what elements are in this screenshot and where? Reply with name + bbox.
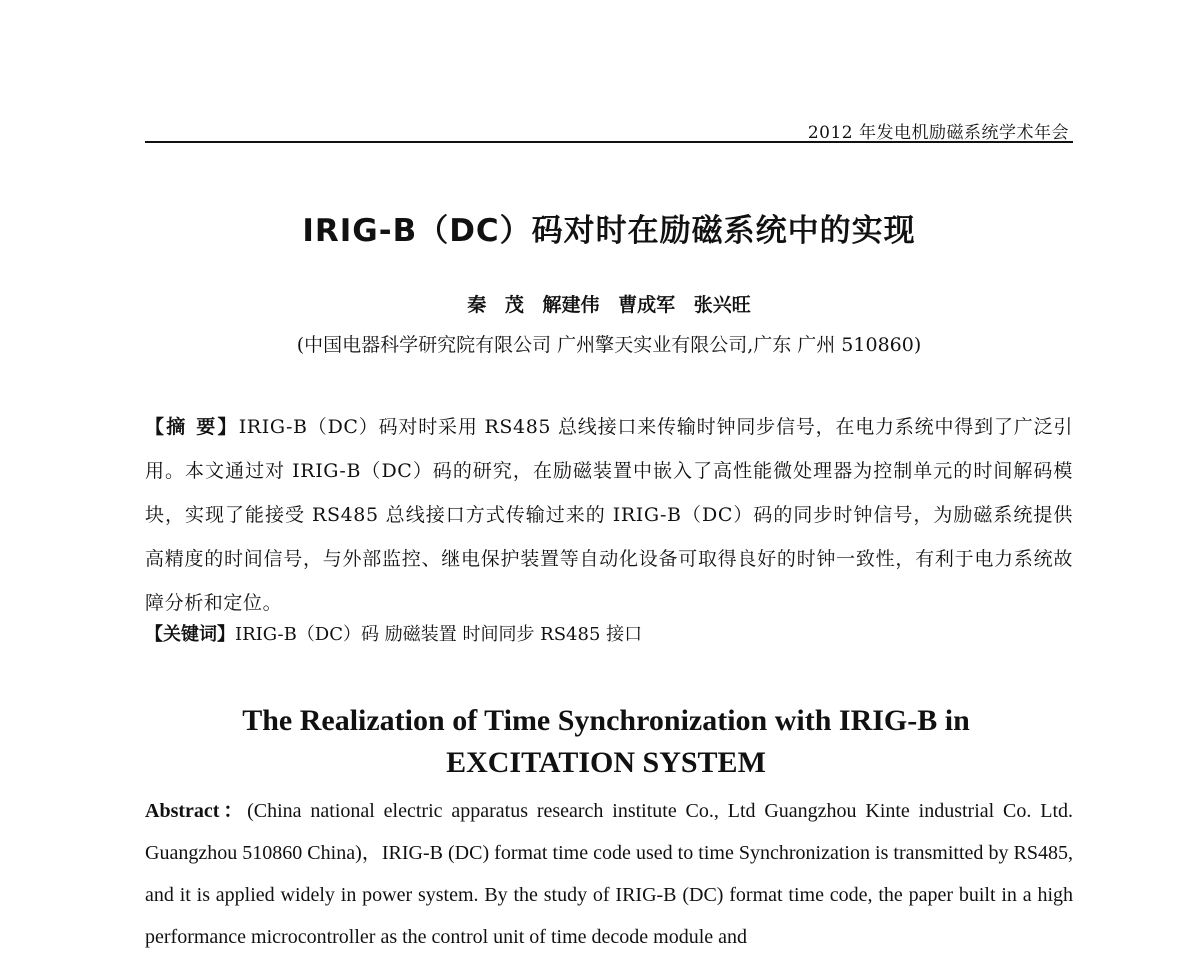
abstract-english-colon: ： — [219, 800, 248, 822]
abstract-chinese-text: IRIG-B（DC）码对时采用 RS485 总线接口来传输时钟同步信号，在电力系统中得到了广泛引用。本文通过对 IRIG-B（DC）码的研究，在励磁装置中嵌入了高性能微处理器为控制单元的时间解码模块，实现了能接受 RS485 总线接口方式传输过来的 IRIG-B（DC）码的同步时钟信号，为励磁系统提供高精度的时间信号，与外部监控、继电保护装置等自动化设备可取得良好的时钟一致性，有利于电力系统故障分析和定位。 — [145, 416, 1073, 614]
abstract-chinese-label: 【摘 要】 — [145, 416, 239, 438]
paper-title-english — [0, 700, 1200, 784]
conference-header: 2012 年发电机励磁系统学术年会 — [807, 123, 1069, 143]
affiliation: (中国电器科学研究院有限公司 广州擎天实业有限公司,广东 广州 510860) — [296, 334, 922, 356]
abstract-chinese — [145, 405, 1073, 625]
author-list: 秦 茂 解建伟 曹成军 张兴旺 — [467, 294, 751, 316]
keywords-text: IRIG-B（DC）码 励磁装置 时间同步 RS485 接口 — [235, 624, 643, 645]
paper-title-chinese: IRIG-B（DC）码对时在励磁系统中的实现 — [302, 213, 916, 249]
abstract-english — [145, 790, 1073, 958]
title-english-line-1: The Realization of Time Synchronization with IRIG-B in — [242, 704, 970, 737]
title-english-line-2: EXCITATION SYSTEM — [446, 746, 766, 779]
abstract-english-text: (China national electric apparatus research institute Co., Ltd Guangzhou Kinte industrial Co. Ltd. Guangzhou 510860 China)，IRIG-B (DC) format time code used to time Synchronization is transmitted by RS485, and it is applied widely in power system. By the study of IRIG-B (DC) format time code, the paper built in a high performance microcontroller as the control unit of time decode module and — [145, 800, 1073, 948]
header-divider — [145, 141, 1073, 143]
abstract-english-label: Abstract — [145, 800, 220, 822]
keywords-chinese — [145, 620, 1073, 650]
keywords-label: 【关键词】 — [145, 624, 235, 645]
